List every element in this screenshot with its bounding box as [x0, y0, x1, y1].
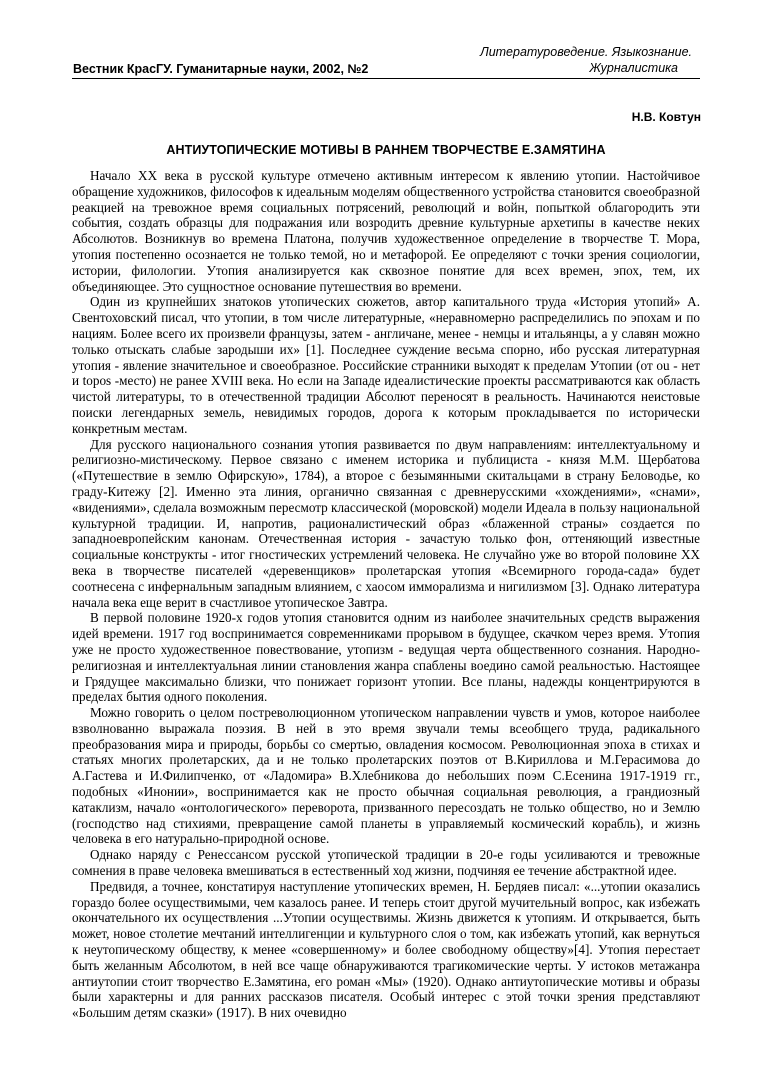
paragraph-3: Для русского национального сознания утопия развивается по двум направлениям: интеллектуальному и религиозно-мистическому. Первое связано с именем историка и публициста - князя М.М. Щербатова («Путешествие в землю Офирскую», 1784), а второе с безымянными скитальцами в страну Беловодье, ко граду-Китежу [2]. Именно эта линия, органично связанная с древнерусскими «хождениями», «снами», «видениями», сделала возможным пересмотр классической (моровской) модели Идеала в пользу национальной культурной традиции. И, напротив, рационалистический образ «блаженной страны» создается по западноевропейским канонам. Отечественная история - зачастую только фон, оттеняющий известные социальные конструкты - итог гностических устремлений человека. Не случайно уже во второй половине XX века в творчестве писателей «деревенщиков» пролетарская утопия «Всемирного города-сада» будет соотнесена с инфернальным западным влиянием, с хаосом имморализма и нигилизмом [3]. Однако литература начала века еще верит в счастливое утопическое Завтра. — [72, 436, 700, 610]
article-title: АНТИУТОПИЧЕСКИЕ МОТИВЫ В РАННЕМ ТВОРЧЕСТВЕ Е.ЗАМЯТИНА — [166, 143, 606, 157]
journal-title: Вестник КрасГУ. Гуманитарные науки, 2002, №2 — [73, 62, 369, 76]
paragraph-5: Можно говорить о целом постреволюционном утопическом направлении чувств и умов, которое наиболее взволнованно выражала поэзия. В ней в это время звучали темы всеобщего труда, радикального преобразования мира и природы, борьбы со смертью, овладения космосом. Революционная эпоха в стихах и статьях многих пролетарских, да и не только пролетарских поэтов от В.Кириллова и М.Герасимова до А.Гастева и И.Филипченко, от «Ладомира» В.Хлебникова до небольших поэм С.Есенина 1917-1919 гг., подобных «Инонии», воспринимается как не просто обычная социальная революция, а грандиозный катаклизм, начало «онтологического» переворота, призванного пересоздать не только общество, но и Землю (господство над стихиями, превращение самой планеты в управляемый космический корабль), и жизнь человека в его натурально-природной основе. — [72, 705, 700, 847]
paragraph-7: Предвидя, а точнее, констатируя наступление утопических времен, Н. Бердяев писал: «...утопии оказались гораздо более осуществимыми, чем казалось ранее. И теперь стоит другой мучительный вопрос, как избежать окончательного их осуществления ...Утопии осуществимы. Жизнь движется к утопиям. И открывается, быть может, новое столетие мечтаний интеллигенции и культурного слоя о том, как избежать утопий, как вернуться к неутопическому обществу, к менее «совершенному» и более свободному обществу»[4]. Утопия перестает быть желанным Абсолютом, в ней все чаще обнаруживаются трагикомические черты. У истоков метажанра антиутопии стоит творчество Е.Замятина, его роман «Мы» (1920). Однако антиутопические мотивы и образы были характерны и для ранних рассказов писателя. Особый интерес с этой точки зрения представляют «Большим детям сказки» (1917). В них очевидно — [72, 878, 700, 1021]
section-line-2: Журналистика — [589, 61, 678, 75]
section-line-1: Литературоведение. Языкознание. — [480, 45, 692, 59]
paragraph-2: Один из крупнейших знатоков утопических сюжетов, автор капитального труда «История утопий» А. Свентоховский писал, что утопии, в том числе литературные, «неравномерно распределились по эпохам и по нациям. Более всего их произвели французы, затем - англичане, менее - немцы и итальянцы, а у славян можно только отыскать слабые зародыши их» [1]. Последнее суждение весьма спорно, ибо русская литературная утопия - явление значительное и своеобразное. Российские странники выходят к пределам Утопии (от ou - нет и topos -место) не ранее XVIII века. Но если на Западе идеалистические проекты рассматриваются как область чистой литературы, то в отечественной традиции Абсолют переносят в реальность. Начинаются неистовые поиски легендарных земель, невидимых городов, дорога к которым прокладывается по исторически конкретным местам. — [72, 294, 700, 436]
article-body — [72, 168, 700, 1021]
paragraph-4: В первой половине 1920-х годов утопия становится одним из наиболее значительных средств выражения идей времени. 1917 год воспринимается современниками прорывом в будущее, скачком через время. Утопия уже не просто художественное повествование, утопизм - ведущая черта общественного сознания. Народно-религиозная и интеллектуальная линии становления жанра спаблены воедино самой реальностью. Настоящее и Грядущее максимально близки, что понижает горизонт утопии. Все планы, надежды концентрируются в пределах бытия одного поколения. — [72, 610, 700, 705]
paragraph-6: Однако наряду с Ренессансом русской утопической традиции в 20-е годы усиливаются и тревожные сомнения в праве человека вмешиваться в естественный ход жизни, подчиняя ее течение абстрактной идее. — [72, 847, 700, 879]
paragraph-1: Начало XX века в русской культуре отмечено активным интересом к явлению утопии. Настойчивое обращение художников, философов к идеальным моделям общественного устройства становится своеобразной реакцией на тревожное время социальных потрясений, революций и войн, попыткой облагородить эти события, создать образцы для подражания или возродить древние культурные архетипы в качестве неких Абсолютов. Возникнув во времена Платона, получив художественное определение в творчестве Т. Мора, утопия постепенно осознается не только темой, но и метафорой. Ее определяют с точки зрения социологии, истории, филологии. Утопия анализируется как сквозное понятие для всех времен, эпох, тем, их объединяющее. Это сущностное основание путешествия во времени. — [72, 168, 700, 294]
section-heading — [480, 44, 692, 76]
header-divider — [72, 78, 700, 79]
article-author: Н.В. Ковтун — [631, 110, 701, 124]
